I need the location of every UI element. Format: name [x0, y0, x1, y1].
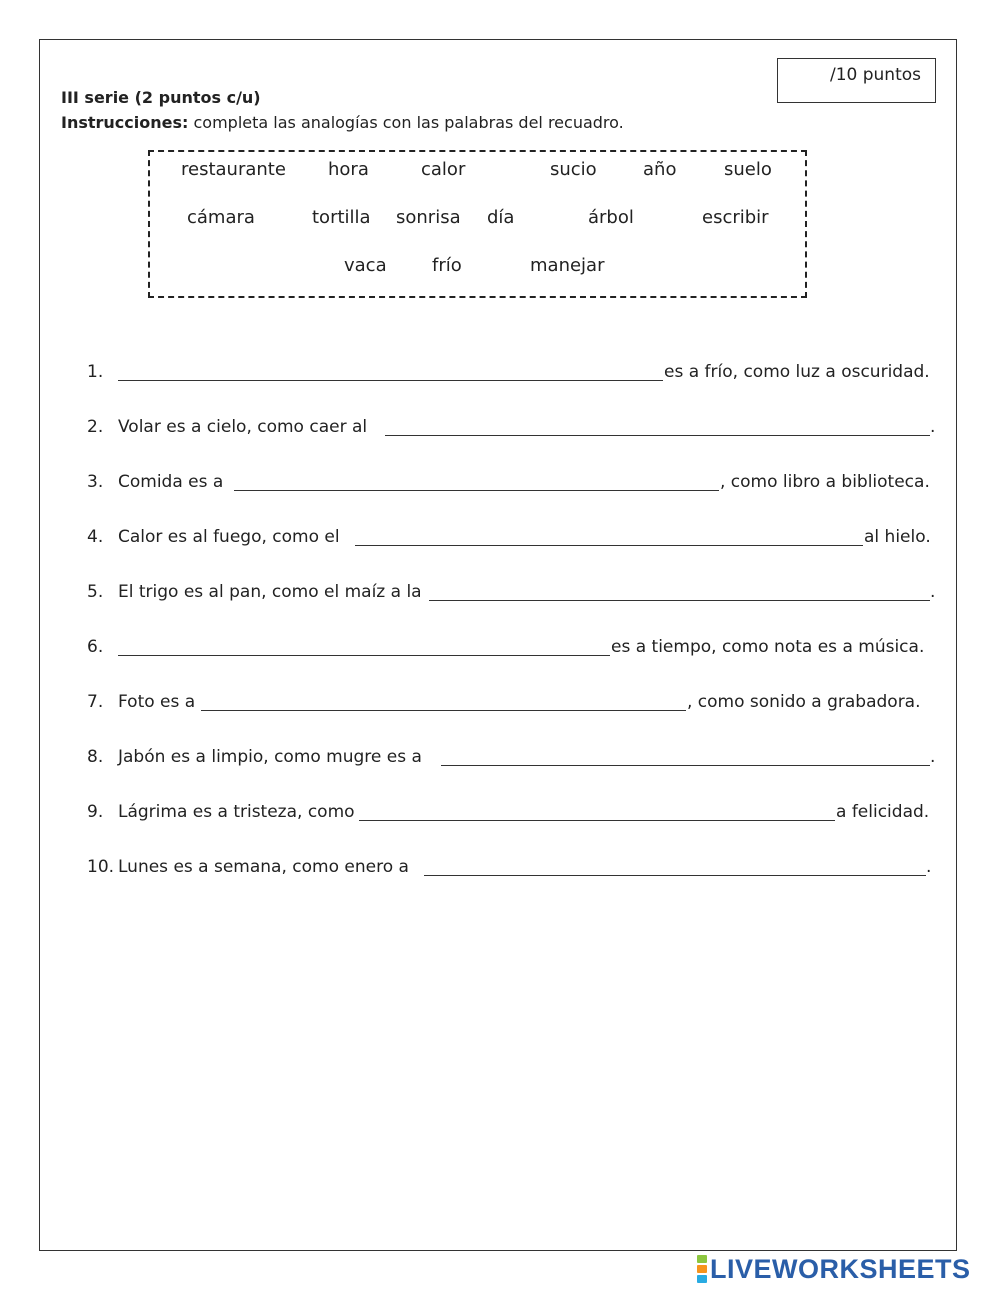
word-bank-item: calor	[421, 159, 466, 180]
logo-blocks-icon	[697, 1254, 707, 1284]
item-number: 9.	[87, 802, 104, 822]
word-bank-item: frío	[432, 255, 462, 276]
instructions	[61, 113, 624, 132]
word-bank-item: restaurante	[181, 159, 286, 180]
answer-blank-7[interactable]	[201, 710, 686, 711]
item-number: 1.	[87, 362, 104, 382]
word-bank-item: día	[487, 207, 515, 228]
word-bank-item: escribir	[702, 207, 769, 228]
word-bank-item: hora	[328, 159, 369, 180]
item-text-before: Foto es a	[118, 692, 196, 712]
answer-blank-9[interactable]	[359, 820, 835, 821]
serie-title: III serie (2 puntos c/u)	[61, 88, 261, 107]
item-text-after: a felicidad.	[836, 802, 930, 822]
instructions-label: Instrucciones:	[61, 113, 189, 132]
answer-blank-6[interactable]	[118, 655, 610, 656]
item-text-before: Volar es a cielo, como caer al	[118, 417, 368, 437]
item-number: 5.	[87, 582, 104, 602]
answer-blank-8[interactable]	[441, 765, 930, 766]
item-text-after: es a tiempo, como nota es a música.	[611, 637, 925, 657]
item-text-before: Comida es a	[118, 472, 224, 492]
logo-text: LIVEWORKSHEETS	[710, 1253, 971, 1284]
answer-blank-1[interactable]	[118, 380, 663, 381]
item-text-after: .	[926, 857, 932, 877]
answer-blank-10[interactable]	[424, 875, 926, 876]
item-number: 7.	[87, 692, 104, 712]
liveworksheets-logo[interactable]	[697, 1254, 971, 1284]
item-number: 8.	[87, 747, 104, 767]
answer-blank-2[interactable]	[385, 435, 930, 436]
answer-blank-3[interactable]	[234, 490, 719, 491]
item-text-before: Lunes es a semana, como enero a	[118, 857, 409, 877]
item-text-after: es a frío, como luz a oscuridad.	[664, 362, 930, 382]
score-box	[777, 58, 936, 103]
item-number: 4.	[87, 527, 104, 547]
item-text-before: Jabón es a limpio, como mugre es a	[118, 747, 422, 767]
item-text-after: , como libro a biblioteca.	[720, 472, 930, 492]
item-text-after: al hielo.	[864, 527, 931, 547]
answer-blank-4[interactable]	[355, 545, 863, 546]
word-bank-item: árbol	[588, 207, 634, 228]
item-text-before: El trigo es al pan, como el maíz a la	[118, 582, 422, 602]
answer-blank-5[interactable]	[429, 600, 930, 601]
word-bank-item: tortilla	[312, 207, 371, 228]
word-bank-item: cámara	[187, 207, 255, 228]
item-text-after: , como sonido a grabadora.	[687, 692, 921, 712]
word-bank-item: vaca	[344, 255, 387, 276]
item-number: 10.	[87, 857, 115, 877]
item-text-after: .	[930, 417, 936, 437]
word-bank-item: suelo	[724, 159, 772, 180]
instructions-text: completa las analogías con las palabras del recuadro.	[188, 113, 624, 132]
word-bank-item: sonrisa	[396, 207, 461, 228]
word-bank-box	[148, 150, 807, 298]
item-text-before: Calor es al fuego, como el	[118, 527, 340, 547]
item-number: 6.	[87, 637, 104, 657]
word-bank-item: año	[643, 159, 677, 180]
item-text-after: .	[930, 747, 936, 767]
score-label: /10 puntos	[829, 65, 921, 85]
item-text-after: .	[930, 582, 936, 602]
item-number: 3.	[87, 472, 104, 492]
item-text-before: Lágrima es a tristeza, como	[118, 802, 355, 822]
word-bank-item: sucio	[550, 159, 597, 180]
item-number: 2.	[87, 417, 104, 437]
word-bank-item: manejar	[530, 255, 605, 276]
